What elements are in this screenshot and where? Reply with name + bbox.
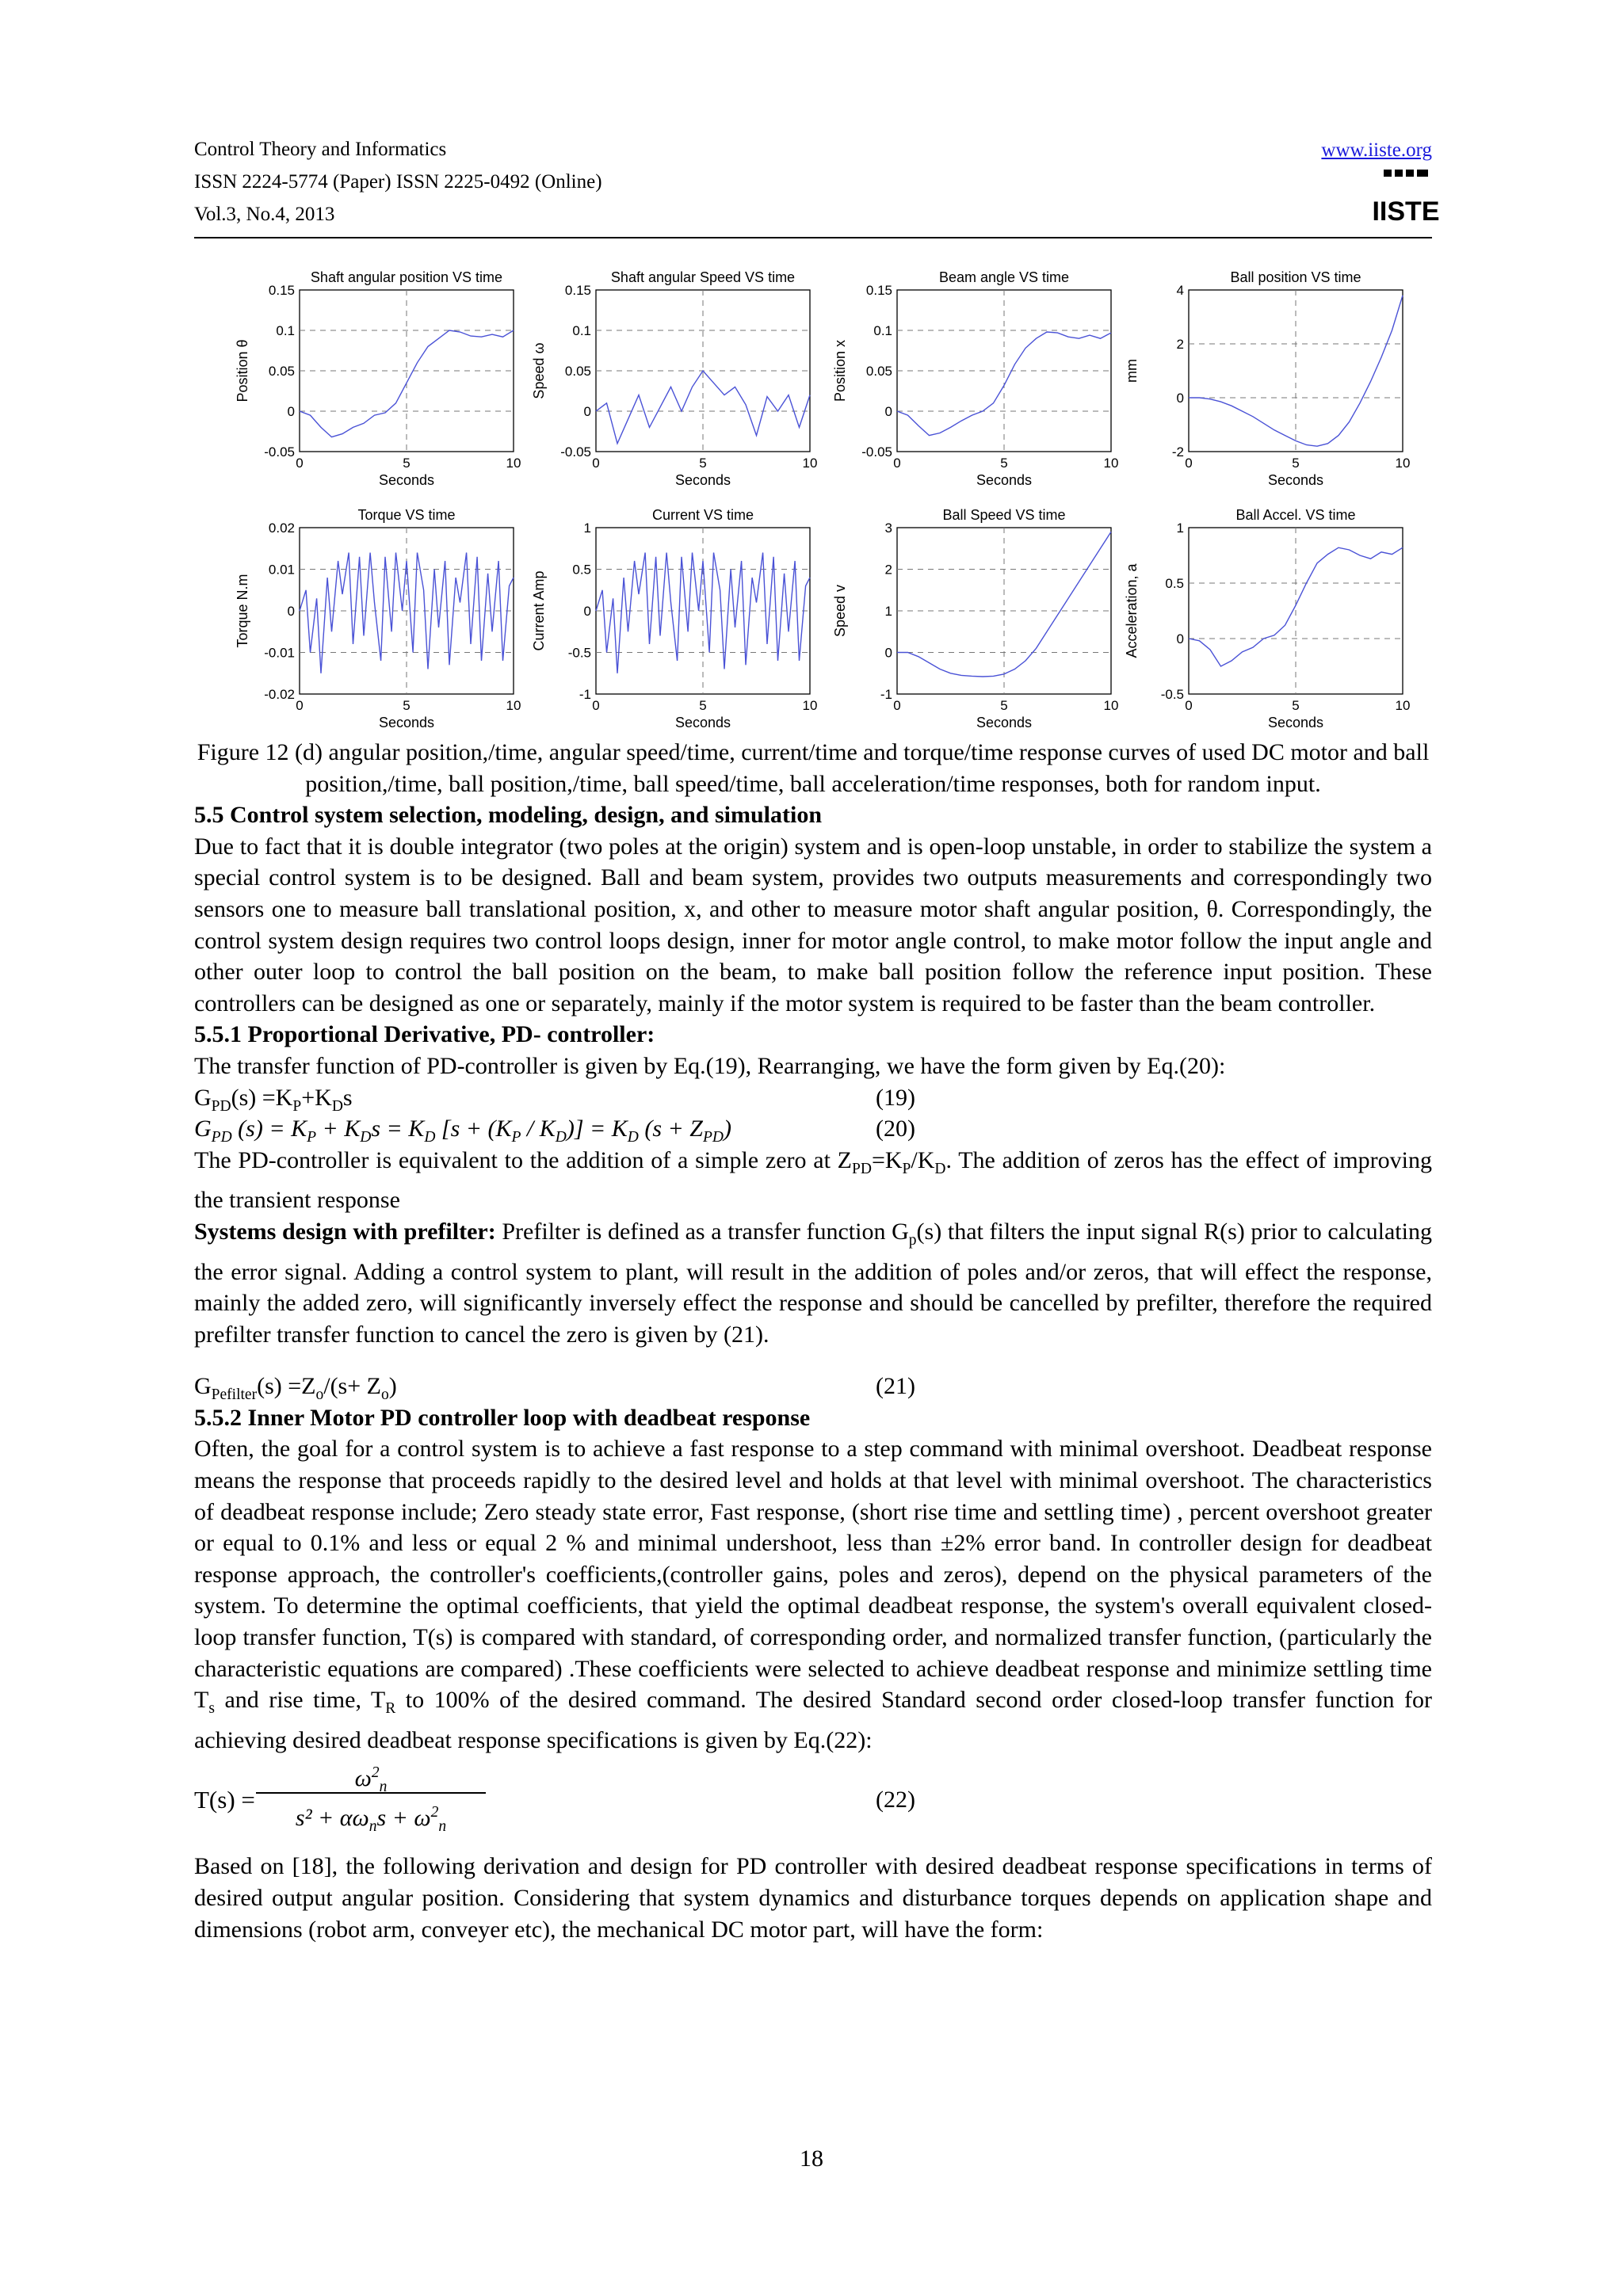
y-tick-label: 0.5 [1165, 576, 1184, 591]
eq22-number: (22) [876, 1787, 915, 1814]
page-number: 18 [800, 2145, 823, 2172]
website-link[interactable]: www.iiste.org [1321, 139, 1432, 161]
logo-text: IISTE [1372, 196, 1440, 227]
x-axis-label: Seconds [1267, 715, 1324, 730]
x-tick-label: 5 [1000, 456, 1008, 471]
journal-title: Control Theory and Informatics [194, 139, 447, 160]
x-tick-label: 5 [1292, 698, 1300, 713]
x-tick-label: 10 [802, 698, 818, 713]
y-axis-label: mm [1124, 359, 1140, 383]
plot-title: Torque VS time [357, 507, 456, 523]
x-tick-label: 10 [1395, 456, 1411, 471]
y-tick-label: 0.15 [865, 283, 892, 298]
y-tick-label: -2 [1171, 444, 1184, 460]
y-tick-label: -0.05 [560, 444, 591, 460]
y-tick-label: -0.01 [264, 645, 295, 661]
plot-title: Shaft angular Speed VS time [610, 269, 796, 285]
x-tick-label: 0 [592, 698, 600, 713]
y-tick-label: 0.1 [873, 323, 892, 338]
x-axis-label: Seconds [674, 715, 731, 730]
x-tick-label: 5 [699, 698, 707, 713]
y-tick-label: -0.02 [264, 687, 295, 702]
y-tick-label: 0 [1176, 631, 1184, 646]
section-5-5-heading: 5.5 Control system selection, modeling, design, and simulation [194, 802, 822, 829]
x-tick-label: 0 [893, 456, 901, 471]
pd-zero-paragraph: The PD-controller is equivalent to the addition of a simple zero at $Z_{PD}=K_P/K_D$. The addition of zeros has the effect of improving the transient response [194, 1146, 1432, 1214]
issn-line: ISSN 2224-5774 (Paper) ISSN 2225-0492 (Online) [194, 171, 602, 193]
x-axis-label: Seconds [976, 472, 1033, 488]
y-tick-label: 2 [884, 562, 892, 578]
y-tick-label: 1 [583, 521, 591, 536]
prefilter-label: Systems design with prefilter: [194, 1218, 496, 1245]
y-tick-label: 0.05 [564, 364, 591, 379]
plot-7 [832, 507, 1118, 730]
plot-title: Ball Speed VS time [942, 507, 1066, 523]
y-tick-label: 0.1 [572, 323, 591, 338]
y-tick-label: 1 [1176, 521, 1184, 536]
deadbeat-paragraph: Often, the goal for a control system is to achieve a fast response to a step command with minimal overshoot. Deadbeat response means the response that proceeds rapidly to the desired level and holds at that level with minimal overshoot. The characteristics of deadbeat response include; Zero steady state error, Fast response, (short rise time and settling time) , percent overshoot greater or equal to 0.1% and less or equal 2 % and minimal undershoot, less than ±2% error band. In controller design for deadbeat response approach, the controller's coefficients,(controller gains, poles and zeros), depend on the physical parameters of the system. To determine the optimal coefficients, that yield the optimal deadbeat response, the system's overall equivalent closed-loop transfer function, T(s) is compared with standard, of corresponding order, and normalized transfer function, (particularly the characteristic equations are compared) .These coefficients were selected to achieve deadbeat response and minimize settling time $T_s$ and rise time, $T_R$ to 100% of the desired command. The desired Standard second order closed-loop transfer function for achieving desired deadbeat response specifications is given by Eq.(22): [194, 1436, 1433, 1753]
y-tick-label: -0.05 [861, 444, 892, 460]
x-tick-label: 10 [506, 698, 521, 713]
y-tick-label: 0.15 [268, 283, 295, 298]
response-figure [222, 255, 1411, 738]
y-axis-label: Torque N.m [235, 574, 250, 648]
x-tick-label: 5 [699, 456, 707, 471]
x-tick-label: 10 [1103, 456, 1119, 471]
equation-19: $G_{PD}(s) =K_P+K_Ds$ (19) [194, 1082, 1432, 1114]
body-text [194, 737, 1432, 1945]
x-axis-label: Seconds [976, 715, 1033, 730]
x-tick-label: 0 [592, 456, 600, 471]
x-axis-label: Seconds [378, 472, 435, 488]
x-tick-label: 0 [1185, 698, 1193, 713]
y-tick-label: 0 [583, 404, 591, 419]
y-tick-label: 0 [884, 645, 892, 661]
plot-title: Ball position VS time [1230, 269, 1361, 285]
header-rule [194, 237, 1432, 238]
x-tick-label: 0 [296, 456, 304, 471]
y-tick-label: 0 [583, 604, 591, 619]
x-axis-label: Seconds [1267, 472, 1324, 488]
plot-6 [531, 507, 817, 730]
y-tick-label: 0.1 [276, 323, 295, 338]
y-axis-label: Current Amp [531, 570, 547, 651]
y-axis-label: Position x [832, 339, 848, 402]
y-tick-label: 0.02 [268, 521, 295, 536]
x-tick-label: 10 [506, 456, 521, 471]
x-tick-label: 5 [1000, 698, 1008, 713]
plot-1 [235, 269, 521, 488]
y-tick-label: -1 [579, 687, 591, 702]
iiste-logo [1372, 168, 1440, 227]
y-tick-label: 0.05 [865, 364, 892, 379]
x-tick-label: 10 [1395, 698, 1411, 713]
y-tick-label: 0.15 [564, 283, 591, 298]
x-tick-label: 5 [403, 456, 411, 471]
x-tick-label: 10 [802, 456, 818, 471]
figure-caption: Figure 12 (d) angular position,/time, angular speed/time, current/time and torque/time response curves of used DC motor and ball position,/time, ball position,/time, ball speed/time, ball acceleration/time responses, both for random input. [197, 739, 1430, 797]
y-tick-label: 0 [287, 604, 295, 619]
plot-title: Current VS time [651, 507, 754, 523]
y-tick-label: -0.5 [567, 645, 591, 661]
y-tick-label: 2 [1176, 337, 1184, 352]
prefilter-paragraph: Systems design with prefilter: Prefilter is defined as a transfer function $G_p(s)$ that filters the input signal R(s) prior to calculating the error signal. Adding a control system to plant, will result in the addition of poles and/or zeros, that will effect the response, mainly the added zero, will significantly inversely effect the response and should be cancelled by prefilter, therefore the required prefilter transfer function to cancel the zero is given by (21). [194, 1218, 1432, 1348]
y-tick-label: -0.5 [1160, 687, 1184, 702]
pd-intro: The transfer function of PD-controller is given by Eq.(19), Rearranging, we have the form given by Eq.(20): [194, 1052, 1226, 1079]
x-tick-label: 0 [296, 698, 304, 713]
plot-8 [1124, 507, 1410, 730]
plot-4 [1124, 269, 1410, 488]
y-axis-label: Acceleration, a [1124, 563, 1140, 658]
eq20-number: (20) [876, 1116, 915, 1142]
x-axis-label: Seconds [378, 715, 435, 730]
y-tick-label: 1 [884, 604, 892, 619]
y-tick-label: 0 [1176, 391, 1184, 406]
y-tick-label: 0 [884, 404, 892, 419]
plot-title: Beam angle VS time [938, 269, 1070, 285]
y-tick-label: 0.05 [268, 364, 295, 379]
y-tick-label: 0.01 [268, 562, 295, 578]
equation-20: $G_{PD}$ $(s) = K_P + K_Ds = K_D$ $[s + (K_P / K_D)] = K_D$ $(s + Z_{PD})$ (20) [194, 1113, 1432, 1145]
y-tick-label: 4 [1176, 283, 1184, 298]
eq21-number: (21) [876, 1373, 915, 1400]
plot-5 [235, 507, 521, 730]
plot-title: Ball Accel. VS time [1235, 507, 1356, 523]
x-tick-label: 5 [1292, 456, 1300, 471]
section-5-5-2-heading: 5.5.2 Inner Motor PD controller loop with deadbeat response [194, 1404, 811, 1431]
volume-line: Vol.3, No.4, 2013 [194, 204, 335, 225]
final-paragraph: Based on [18], the following derivation and design for PD controller with desired deadbeat response specifications in terms of desired output angular position. Considering that system dynamics and disturbance torques depends on application shape and dimensions (robot arm, conveyer etc), the mechanical DC motor part, will have the form: [194, 1853, 1432, 1943]
y-tick-label: 0.5 [572, 562, 591, 578]
y-tick-label: 3 [884, 521, 892, 536]
plot-3 [832, 269, 1118, 488]
y-axis-label: Position θ [235, 339, 250, 402]
y-tick-label: -1 [880, 687, 892, 702]
x-axis-label: Seconds [674, 472, 731, 488]
y-tick-label: -0.05 [264, 444, 295, 460]
y-tick-label: 0 [287, 404, 295, 419]
plot-2 [531, 269, 817, 488]
plot-title: Shaft angular position VS time [310, 269, 503, 285]
x-tick-label: 5 [403, 698, 411, 713]
x-tick-label: 0 [1185, 456, 1193, 471]
y-axis-label: Speed ω [531, 342, 547, 399]
equation-21: $G_{Pefilter}(s) =Z_o/(s+ Z_o)$ (21) [194, 1371, 1432, 1402]
eq19-number: (19) [876, 1084, 915, 1111]
x-tick-label: 10 [1103, 698, 1119, 713]
section-5-5-1-heading: 5.5.1 Proportional Derivative, PD- controller: [194, 1021, 655, 1048]
equation-22: T(s) = $\omega^2_n$ $s^2 + \alpha\omega_ns + \omega^2_n$ (22) [194, 1764, 915, 1836]
y-axis-label: Speed v [832, 584, 848, 638]
section-5-5-paragraph: Due to fact that it is double integrator (two poles at the origin) system and is open-loop unstable, in order to stabilize the system a special control system is to be designed. Ball and beam system, provides two outputs measurements and correspondingly two sensors one to measure ball translational position, x, and other to measure motor shaft angular position, θ. Correspondingly, the control system design requires two control loops design, inner for motor angle control, to make motor follow the input angle and other outer loop to control the ball position on the beam, to make ball position follow the reference input position. These controllers can be designed as one or separately, mainly if the motor system is required to be faster than the beam controller. [194, 833, 1432, 1016]
x-tick-label: 0 [893, 698, 901, 713]
